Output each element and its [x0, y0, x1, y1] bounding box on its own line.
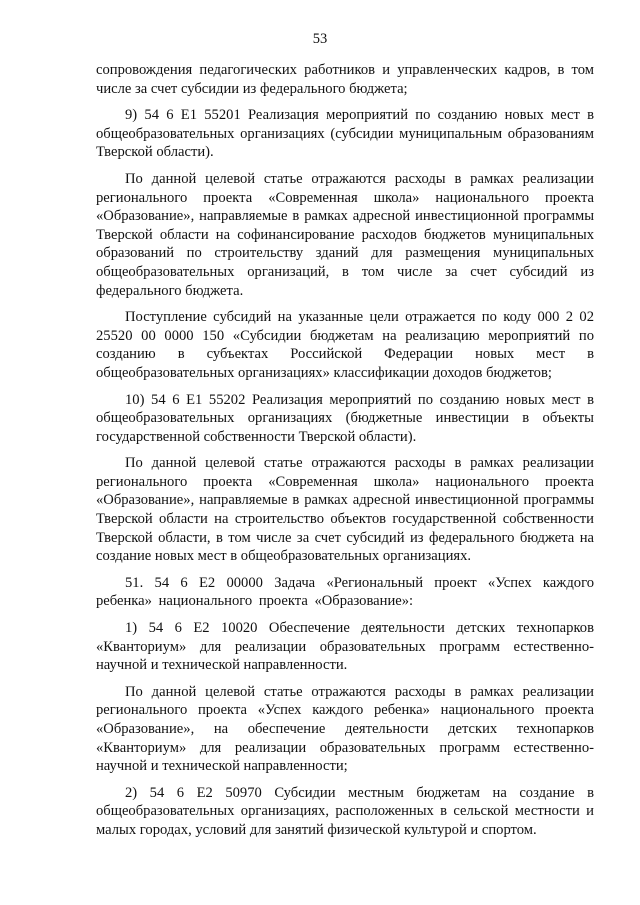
paragraph-continuation: сопровождения педагогических работников и управленческих кадров, в том числе за счет субсидии из федерального бюджета;: [96, 62, 594, 97]
paragraph-item-9-revenue-code: Поступление субсидий на указанные цели отражается по коду 000 2 02 25520 00 0000 150 «Субсидии бюджетам на реализацию мероприятий по созданию в субъектах Российской Федерации новых мест в общеобразовательных организациях» классификации доходов бюджетов;: [96, 309, 594, 381]
paragraph-item-9-description: По данной целевой статье отражаются расходы в рамках реализации регионального проекта «Современная школа» национального проекта «Образование», направляемые в рамках адресной инвестиционной программы Тверской области на софинансирование расходов бюджетов муниципальных образований по строительству зданий для размещения муниципальных общеобразовательных организаций, в том числе за счет субсидий из федерального бюджета.: [96, 170, 594, 299]
document-body: [96, 61, 594, 840]
paragraph-task-51-item-1-description: По данной целевой статье отражаются расходы в рамках реализации регионального проекта «Успех каждого ребенка» национального проекта «Образование», на обеспечение деятельности детских технопарков «Кванториум» для реализации образовательных программ естественно-научной и технической направленности;: [96, 683, 594, 775]
paragraph-task-51-item-2: 2) 54 6 E2 50970 Субсидии местным бюджетам на создание в общеобразовательных организациях, расположенных в сельской местности и малых городах, условий для занятий физической культурой и спортом.: [96, 784, 594, 838]
paragraph-item-9: 9) 54 6 E1 55201 Реализация мероприятий по созданию новых мест в общеобразовательных организациях (субсидии муниципальным образованиям Тверской области).: [96, 107, 594, 161]
paragraph-item-10-description: По данной целевой статье отражаются расходы в рамках реализации регионального проекта «Современная школа» национального проекта «Образование», направляемые в рамках адресной инвестиционной программы Тверской области на строительство объектов государственной собственности Тверской области, в том числе за счет субсидий из федерального бюджета на создание новых мест в общеобразовательных организациях.: [96, 455, 594, 565]
paragraph-item-10: 10) 54 6 E1 55202 Реализация мероприятий по созданию новых мест в общеобразовательных организациях (бюджетные инвестиции в объекты государственной собственности Тверской области).: [96, 391, 594, 445]
paragraph-task-51: 51. 54 6 E2 00000 Задача «Региональный проект «Успех каждого ребенка» национального проекта «Образование»:: [96, 574, 594, 610]
paragraph-task-51-item-1: 1) 54 6 E2 10020 Обеспечение деятельности детских технопарков «Кванториум» для реализации образовательных программ естественно-научной и технической направленности.: [96, 620, 594, 674]
page-number: 53: [312, 31, 328, 47]
